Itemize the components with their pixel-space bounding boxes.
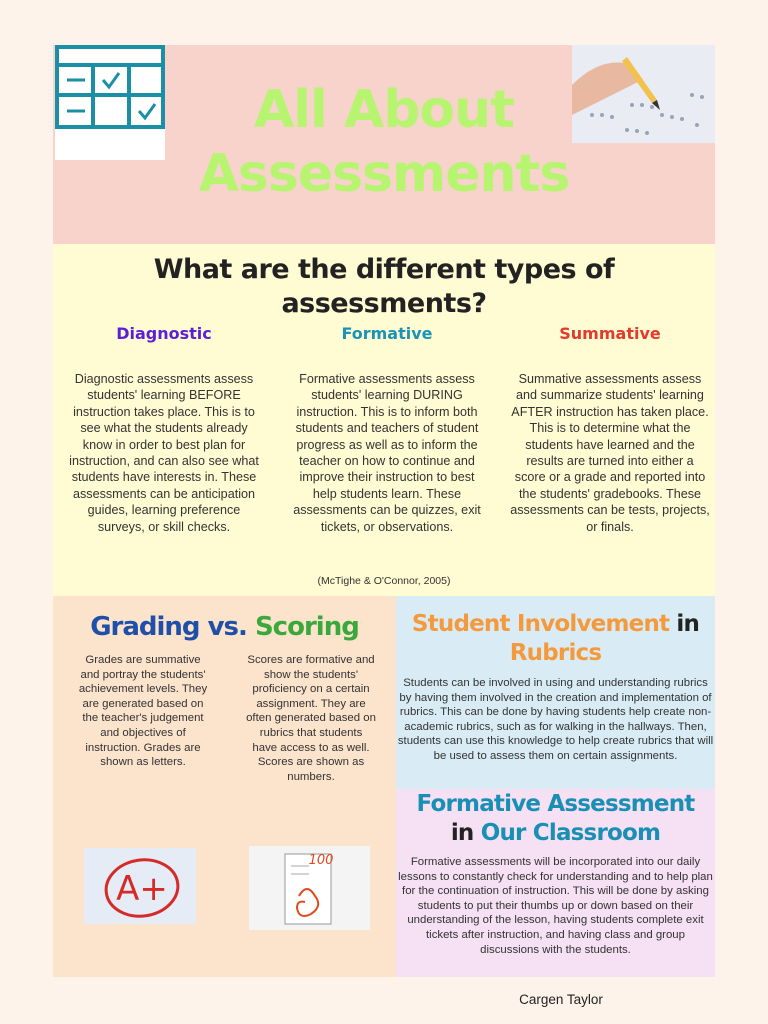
a-plus-text: A+ [116, 869, 168, 909]
scoring-word: Scoring [254, 612, 359, 642]
formative-classroom-title [396, 790, 715, 848]
rubrics-word: Rubrics [509, 640, 602, 666]
formative-classroom-text: Formative assessments will be incorporated into our daily lessons to constantly check for understanding and to help plan for the continuation of instruction. This will be done by asking students to put their thumbs up or down based on their understanding of the lesson, having students complete exit tickets after instruction, and having class and group discussions with the students. [398, 856, 713, 956]
student-involvement-title [396, 610, 715, 668]
score-100-image [249, 846, 370, 930]
grading-word: Grading [90, 612, 200, 642]
scores-text: Scores are formative and show the students' proficiency on a certain assignment. They are often generated based on rubrics that students have access to as well. Scores are shown as numbers. [246, 654, 376, 783]
formative-assessment-word: Formative Assessment [416, 791, 695, 817]
a-plus-image [84, 848, 196, 924]
formative-heading: Formative [341, 324, 433, 343]
citation: (McTighe & O'Connor, 2005) [317, 575, 451, 587]
diagnostic-heading: Diagnostic [116, 324, 212, 343]
author-name: Cargen Taylor [519, 992, 603, 1007]
grading-vs-scoring-title [53, 612, 396, 642]
student-involvement-word: Student Involvement [411, 611, 670, 637]
student-involvement-text: Students can be involved in using and understanding rubrics by having them involved in the creation and implementation of rubrics. This can be done by having students help create non-academic rubrics, such as for walking in the hallways. Then, students can use this knowledge to help create rubrics that will be used to assess them on certain assignments. [397, 677, 714, 762]
score-100-text: 100 [308, 853, 334, 868]
types-question: What are the different types of assessments? [153, 254, 615, 319]
in-word: in [669, 611, 700, 637]
vs-word: vs. [199, 612, 255, 642]
summative-text: Summative assessments assess and summarize students' learning AFTER instruction has taken place. This is to determine what the students have learned and the results are turned into either a score or a grade and reported into the students' gradebooks. These assessments can be tests, projects, or finals. [510, 372, 710, 534]
diagnostic-text: Diagnostic assessments assess students' learning BEFORE instruction takes place. This is to see what the students already know in order to best plan for instruction, and can also see what students have interests in. These assessments can be anticipation guides, learning preference surveys, or skill checks. [69, 372, 259, 534]
title-line-2: Assessments [198, 144, 570, 204]
formative-text: Formative assessments assess students' learning DURING instruction. This is to inform both students and teachers of student progress as well as to inform the teacher on how to continue and improve their instruction to best help students learn. These assessments can be quizzes, exit tickets, or observations. [293, 372, 481, 534]
test-sheet-photo [572, 45, 715, 143]
title-line-1: All About [253, 80, 515, 140]
our-classroom-word: Our Classroom [480, 820, 661, 846]
summative-heading: Summative [559, 324, 661, 343]
grades-text: Grades are summative and portray the students' achievement levels. They are generated based on the teacher's judgement and objectives of instruction. Grades are shown as letters. [78, 654, 208, 769]
in-word-2: in [450, 820, 481, 846]
